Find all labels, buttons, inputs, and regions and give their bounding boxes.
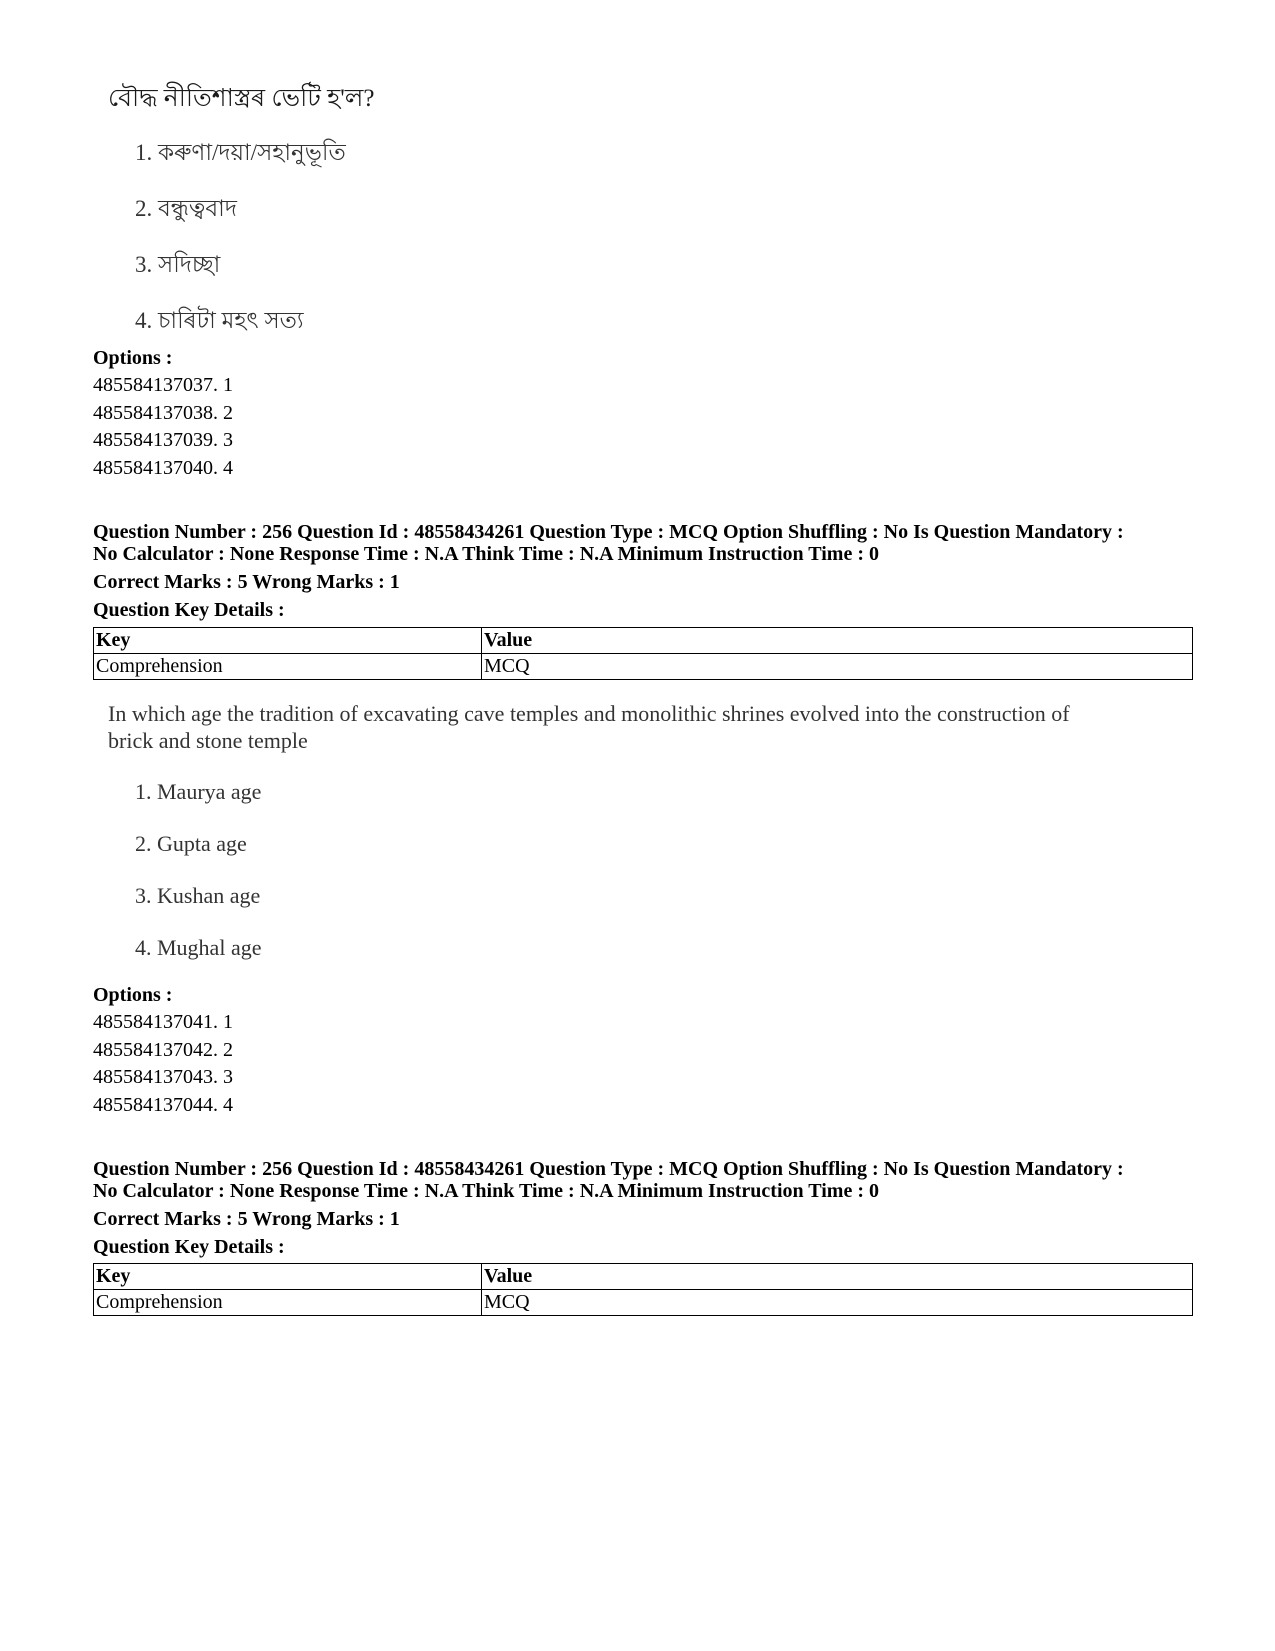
table-row bbox=[94, 654, 1193, 680]
question-2-choice-3: 3. Kushan age bbox=[135, 883, 261, 908]
table-header-key: Key bbox=[94, 1264, 482, 1290]
question-2-text-line-2: brick and stone temple bbox=[108, 728, 308, 753]
option-item: 485584137044. 4 bbox=[93, 1094, 233, 1116]
question-2-choice-4: 4. Mughal age bbox=[135, 935, 262, 960]
table-cell-value: MCQ bbox=[482, 1290, 1193, 1316]
table-row bbox=[94, 1264, 1193, 1290]
table-cell-key: Comprehension bbox=[94, 1290, 482, 1316]
question-2-text-line-1: In which age the tradition of excavating cave temples and monolithic shrines evolved into the construction of bbox=[108, 701, 1070, 726]
marks-line: Correct Marks : 5 Wrong Marks : 1 bbox=[93, 571, 400, 593]
option-item: 485584137037. 1 bbox=[93, 374, 233, 396]
table-row bbox=[94, 628, 1193, 654]
question-2-choice-2: 2. Gupta age bbox=[135, 831, 247, 856]
options-label: Options : bbox=[93, 984, 173, 1006]
table-cell-key: Comprehension bbox=[94, 654, 482, 680]
marks-line: Correct Marks : 5 Wrong Marks : 1 bbox=[93, 1208, 400, 1230]
option-item: 485584137039. 3 bbox=[93, 429, 233, 451]
option-item: 485584137043. 3 bbox=[93, 1066, 233, 1088]
key-details-label: Question Key Details : bbox=[93, 1236, 285, 1258]
question-header-line-2: No Calculator : None Response Time : N.A Think Time : N.A Minimum Instruction Time : 0 bbox=[93, 1180, 879, 1202]
option-item: 485584137040. 4 bbox=[93, 457, 233, 479]
question-1-choice-2: 2. বন্ধুত্ববাদ bbox=[135, 196, 237, 221]
option-item: 485584137038. 2 bbox=[93, 402, 233, 424]
key-value-table bbox=[93, 627, 1193, 680]
table-row bbox=[94, 1290, 1193, 1316]
key-value-table bbox=[93, 1263, 1193, 1316]
question-1-choice-1: 1. কৰুণা/দয়া/সহানুভূতি bbox=[135, 140, 346, 165]
question-header-line-1: Question Number : 256 Question Id : 48558434261 Question Type : MCQ Option Shuffling : No Is Question Mandatory : bbox=[93, 521, 1124, 543]
question-1-text: বৌদ্ধ নীতিশাস্ত্ৰৰ ভেটি হ'ল? bbox=[108, 85, 375, 112]
question-1-choice-3: 3. সদিচ্ছা bbox=[135, 252, 221, 277]
option-item: 485584137042. 2 bbox=[93, 1039, 233, 1061]
question-1-choice-4: 4. চাৰিটা মহৎ সত্য bbox=[135, 308, 304, 333]
option-item: 485584137041. 1 bbox=[93, 1011, 233, 1033]
table-header-value: Value bbox=[482, 628, 1193, 654]
table-header-value: Value bbox=[482, 1264, 1193, 1290]
key-details-label: Question Key Details : bbox=[93, 599, 285, 621]
question-header-line-1: Question Number : 256 Question Id : 48558434261 Question Type : MCQ Option Shuffling : No Is Question Mandatory : bbox=[93, 1158, 1124, 1180]
question-header-line-2: No Calculator : None Response Time : N.A Think Time : N.A Minimum Instruction Time : 0 bbox=[93, 543, 879, 565]
table-header-key: Key bbox=[94, 628, 482, 654]
question-2-choice-1: 1. Maurya age bbox=[135, 779, 262, 804]
table-cell-value: MCQ bbox=[482, 654, 1193, 680]
options-label: Options : bbox=[93, 347, 173, 369]
